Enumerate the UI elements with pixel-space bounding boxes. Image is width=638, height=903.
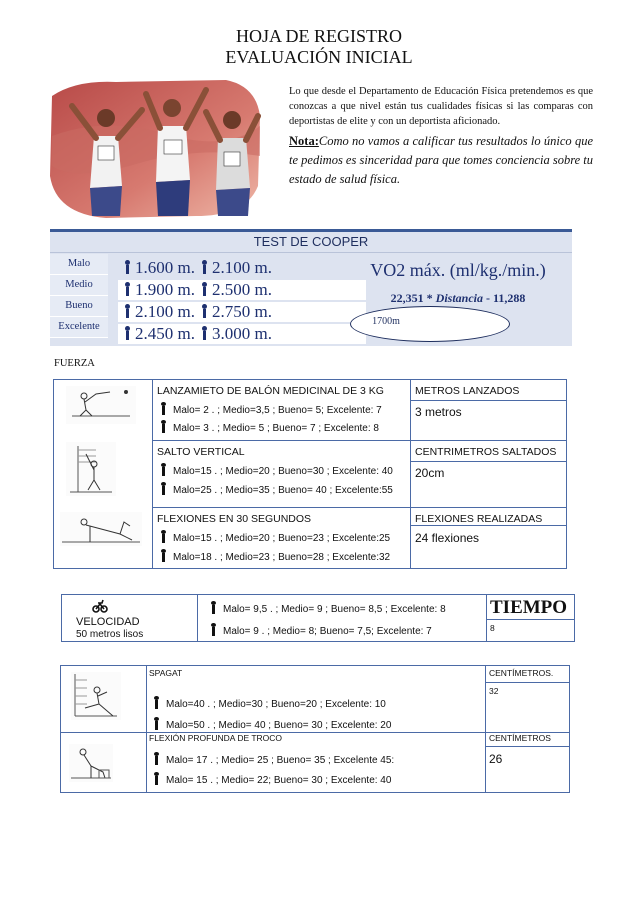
motorcycle-icon bbox=[92, 599, 108, 613]
criteria-line bbox=[160, 463, 393, 477]
velocidad-sub: 50 metros lisos bbox=[76, 629, 144, 640]
criteria-text: Malo= 2 . ; Medio=3,5 ; Bueno= 5; Excelente: 7 bbox=[173, 405, 382, 416]
result-label: METROS LANZADOS bbox=[415, 385, 520, 397]
person-icon bbox=[201, 304, 208, 318]
velocidad-table bbox=[61, 594, 575, 642]
person-icon bbox=[210, 601, 216, 614]
result-field[interactable]: 3 metros bbox=[415, 405, 462, 419]
result-field[interactable]: 32 bbox=[489, 686, 499, 696]
medicine-ball-throw-icon bbox=[66, 386, 136, 424]
divider bbox=[152, 380, 153, 568]
criteria-line bbox=[153, 772, 391, 786]
divider bbox=[410, 380, 411, 568]
person-icon bbox=[153, 752, 159, 765]
criteria-line bbox=[153, 696, 386, 710]
test-name: SALTO VERTICAL bbox=[157, 446, 245, 458]
criteria-line bbox=[160, 482, 393, 496]
person-icon bbox=[201, 260, 208, 274]
criteria-text: Malo=40 . ; Medio=30 ; Bueno=20 ; Excelente: 10 bbox=[166, 699, 386, 710]
criteria-text: Malo=50 . ; Medio= 40 ; Bueno= 30 ; Excelente: 20 bbox=[166, 720, 392, 731]
page-title: HOJA DE REGISTRO bbox=[235, 26, 402, 46]
note-block bbox=[289, 132, 593, 189]
divider bbox=[485, 746, 569, 747]
person-icon bbox=[124, 326, 131, 340]
criteria-text: Malo=18 . ; Medio=23 ; Bueno=28 ; Excelente:32 bbox=[173, 552, 391, 563]
result-label: CENTÍMETROS. bbox=[489, 668, 554, 678]
note-text: Como no vamos a calificar tus resultados lo único que te pedimos es sinceridad para que tomes conciencia sobre tu estado de salud física. bbox=[289, 134, 593, 186]
criteria-line bbox=[153, 752, 394, 766]
divider bbox=[197, 595, 198, 641]
cooper-row-excelente bbox=[118, 324, 366, 344]
criteria-text: Malo= 17 . ; Medio= 25 ; Bueno= 35 ; Excelente 45: bbox=[166, 755, 395, 766]
cooper-test-panel bbox=[50, 229, 572, 346]
criteria-line bbox=[210, 601, 446, 615]
note-label: Nota: bbox=[289, 134, 319, 148]
level-malo: Malo bbox=[50, 254, 108, 275]
level-bueno: Bueno bbox=[50, 296, 108, 317]
divider bbox=[485, 682, 569, 683]
cooper-title: TEST DE COOPER bbox=[50, 229, 572, 253]
formula-part: 22,351 * bbox=[390, 291, 436, 305]
divider bbox=[146, 666, 147, 792]
vertical-jump-icon bbox=[66, 442, 116, 496]
trunk-flexion-icon bbox=[69, 744, 113, 782]
person-icon bbox=[210, 623, 216, 636]
test-name: SPAGAT bbox=[149, 668, 183, 678]
divider bbox=[485, 666, 486, 792]
cooper-value: 2.500 m. bbox=[211, 280, 272, 299]
divider bbox=[152, 507, 566, 508]
push-up-icon bbox=[60, 512, 142, 546]
criteria-line bbox=[160, 402, 382, 416]
test-name: LANZAMIETO DE BALÓN MEDICINAL DE 3 KG bbox=[157, 385, 384, 397]
cooper-value: 2.450 m. bbox=[135, 324, 195, 343]
criteria-text: Malo=15 . ; Medio=20 ; Bueno=23 ; Excelente:25 bbox=[173, 533, 391, 544]
cooper-value: 2.100 m. bbox=[211, 258, 272, 277]
fuerza-label: FUERZA bbox=[54, 358, 95, 369]
result-label: FLEXIONES REALIZADAS bbox=[415, 513, 543, 525]
cooper-row-malo bbox=[118, 258, 366, 278]
cooper-value: 1.900 m. bbox=[135, 280, 195, 299]
formula-part: - 11,288 bbox=[483, 291, 526, 305]
tiempo-label: TIEMPO bbox=[490, 597, 568, 618]
velocidad-label: VELOCIDAD bbox=[76, 616, 140, 628]
person-icon bbox=[153, 696, 159, 709]
spagat-icon bbox=[71, 672, 121, 720]
cooper-result-field[interactable] bbox=[350, 306, 510, 342]
test-name: FLEXIÓN PROFUNDA DE TROCO bbox=[149, 733, 283, 743]
divider bbox=[152, 440, 566, 441]
level-medio: Medio bbox=[50, 275, 108, 296]
result-field[interactable]: 24 flexiones bbox=[415, 531, 480, 545]
flexibilidad-table bbox=[60, 665, 570, 793]
divider bbox=[410, 461, 566, 462]
cooper-row-bueno bbox=[118, 302, 366, 322]
person-icon bbox=[160, 402, 166, 415]
criteria-text: Malo=25 . ; Medio=35 ; Bueno= 40 ; Excelente:55 bbox=[173, 485, 393, 496]
person-icon bbox=[201, 282, 208, 296]
criteria-text: Malo= 9,5 . ; Medio= 9 ; Bueno= 8,5 ; Excelente: 8 bbox=[223, 604, 446, 615]
criteria-line bbox=[153, 717, 391, 731]
divider bbox=[486, 595, 487, 641]
person-icon bbox=[160, 463, 166, 476]
divider bbox=[486, 619, 574, 620]
criteria-text: Malo= 3 . ; Medio= 5 ; Bueno= 7 ; Excelente: 8 bbox=[173, 423, 379, 434]
result-label: CENTRIMETROS SALTADOS bbox=[415, 446, 557, 458]
person-icon bbox=[124, 282, 131, 296]
vo2-title: VO2 máx. (ml/kg./min.) bbox=[370, 260, 546, 280]
cooper-result: 1700m bbox=[372, 316, 400, 327]
page-subtitle: EVALUACIÓN INICIAL bbox=[225, 47, 413, 67]
person-icon bbox=[201, 326, 208, 340]
person-icon bbox=[160, 530, 166, 543]
result-label: CENTÍMETROS bbox=[489, 733, 551, 743]
criteria-text: Malo= 9 . ; Medio= 8; Bueno= 7,5; Excelente: 7 bbox=[223, 626, 432, 637]
person-icon bbox=[160, 482, 166, 495]
result-field[interactable]: 20cm bbox=[415, 466, 445, 480]
criteria-line bbox=[160, 530, 390, 544]
cooper-value: 2.100 m. bbox=[135, 302, 195, 321]
criteria-text: Malo=15 . ; Medio=20 ; Bueno=30 ; Excelente: 40 bbox=[173, 466, 393, 477]
person-icon bbox=[160, 549, 166, 562]
vo2-formula bbox=[343, 291, 573, 306]
runners-photo bbox=[46, 76, 262, 219]
criteria-text: Malo= 15 . ; Medio= 22; Bueno= 30 ; Excelente: 40 bbox=[166, 775, 392, 786]
result-field[interactable]: 26 bbox=[489, 752, 503, 766]
person-icon bbox=[124, 260, 131, 274]
cooper-value: 1.600 m. bbox=[135, 258, 195, 277]
person-icon bbox=[160, 420, 166, 433]
formula-variable: Distancia bbox=[435, 291, 483, 305]
person-icon bbox=[153, 717, 159, 730]
tiempo-result[interactable]: 8 bbox=[490, 623, 495, 633]
level-excelente: Excelente bbox=[50, 317, 108, 338]
criteria-line bbox=[210, 623, 432, 637]
cooper-row-medio bbox=[118, 280, 366, 300]
cooper-value: 2.750 m. bbox=[211, 302, 272, 321]
divider bbox=[410, 525, 566, 526]
person-icon bbox=[124, 304, 131, 318]
person-icon bbox=[153, 772, 159, 785]
cooper-value: 3.000 m. bbox=[211, 324, 272, 343]
test-name: FLEXIONES EN 30 SEGUNDOS bbox=[157, 513, 312, 525]
fuerza-table bbox=[53, 379, 567, 569]
criteria-line bbox=[160, 420, 379, 434]
intro-text: Lo que desde el Departamento de Educación Física pretendemos es que conozcas a que nivel están tus cualidades físicas si las comparas con deportistas de elite y con un deportista aficionado. bbox=[289, 86, 593, 127]
criteria-line bbox=[160, 549, 390, 563]
divider bbox=[410, 400, 566, 401]
